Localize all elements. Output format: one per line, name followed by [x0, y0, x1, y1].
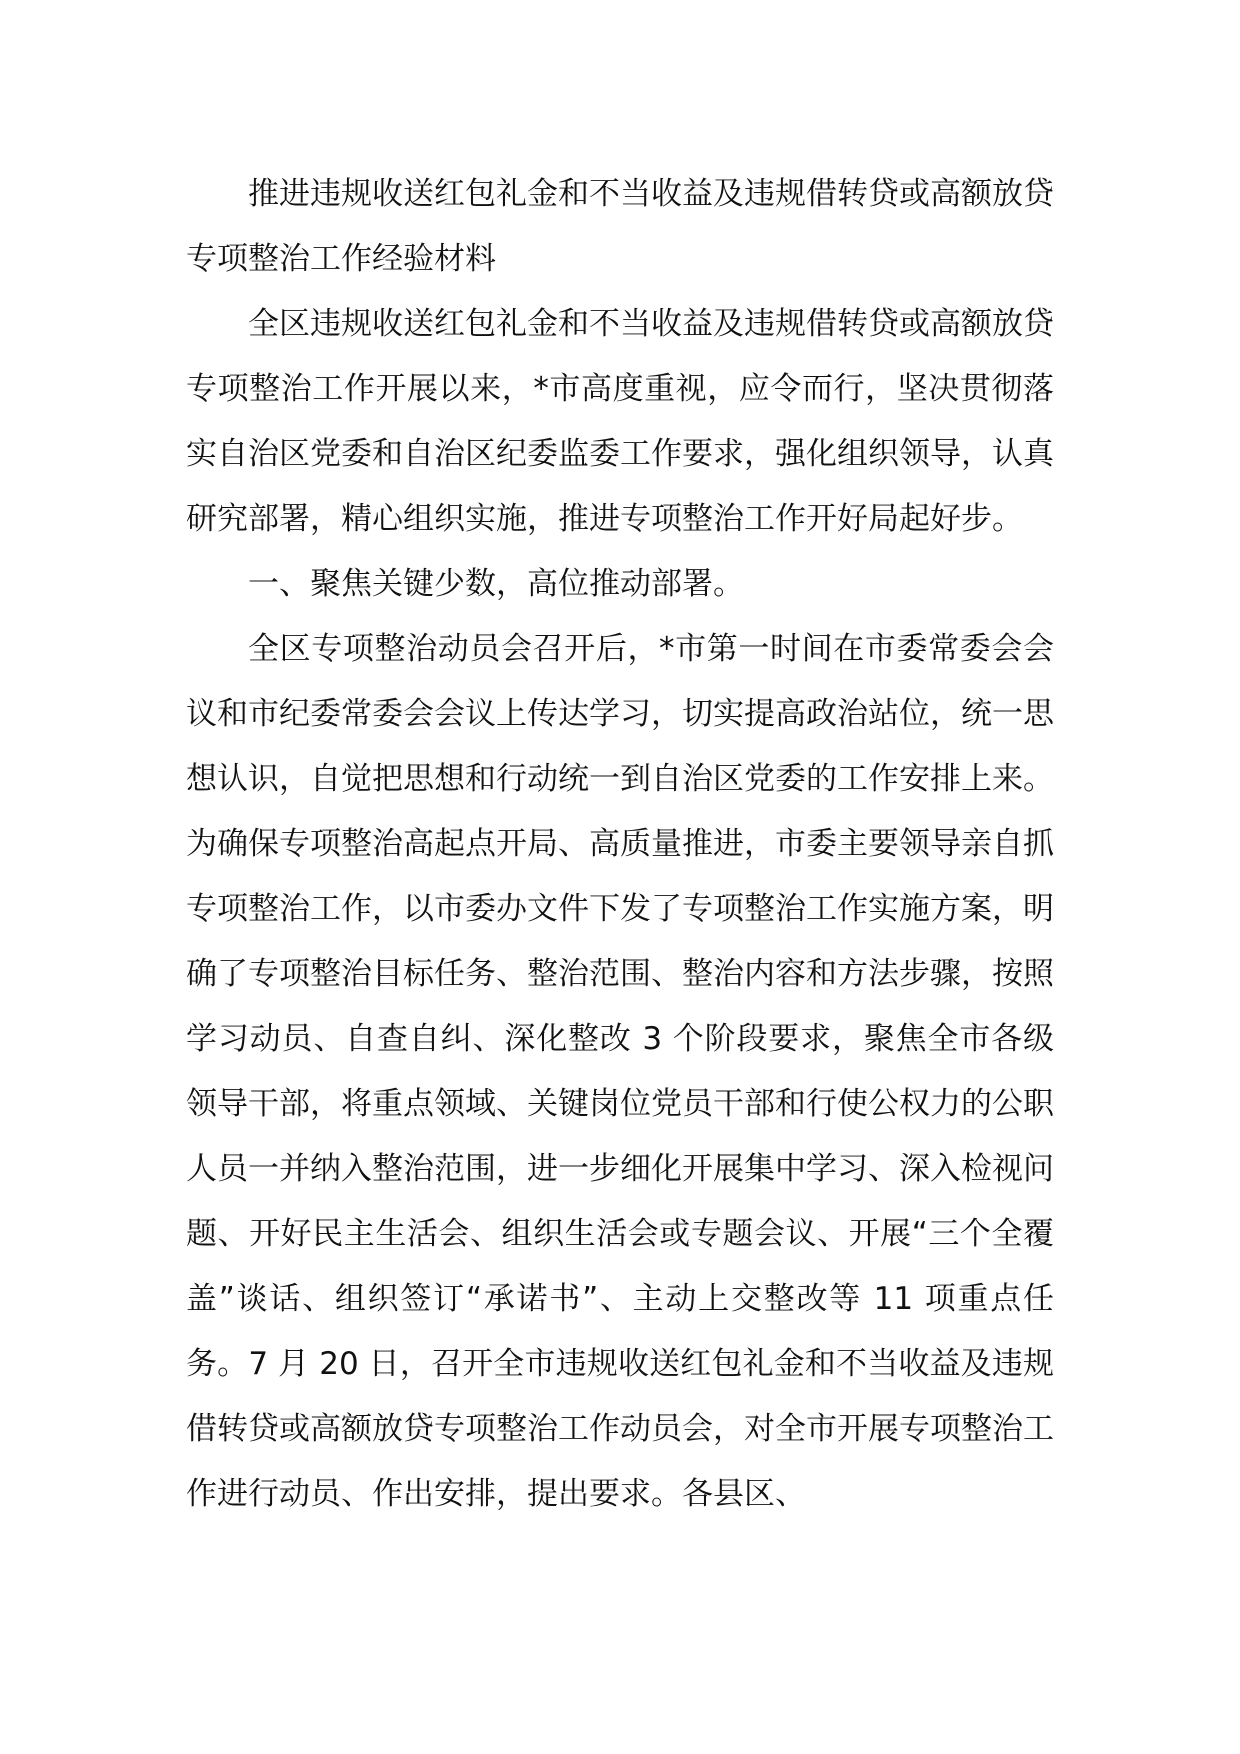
body-paragraph: 全区专项整治动员会召开后，*市第一时间在市委常委会会议和市纪委常委会会议上传达学习，切实提高政治站位，统一思想认识，自觉把思想和行动统一到自治区党委的工作安排上来。为确保专项整治高起点开局、高质量推进，市委主要领导亲自抓专项整治工作，以市委办文件下发了专项整治工作实施方案，明确了专项整治目标任务、整治范围、整治内容和方法步骤，按照学习动员、自查自纠、深化整改 3 个阶段要求，聚焦全市各级领导干部，将重点领域、关键岗位党员干部和行使公权力的公职人员一并纳入整治范围，进一步细化开展集中学习、深入检视问题、开好民主生活会、组织生活会或专题会议、开展“三个全覆盖”谈话、组织签订“承诺书”、主动上交整改等 11 项重点任务。7 月 20 日，召开全市违规收送红包礼金和不当收益及违规借转贷或高额放贷专项整治工作动员会，对全市开展专项整治工作进行动员、作出安排，提出要求。各县区、 — [186, 631, 1054, 1512]
document-body — [186, 162, 1054, 1527]
intro-paragraph: 全区违规收送红包礼金和不当收益及违规借转贷或高额放贷专项整治工作开展以来，*市高度重视，应令而行，坚决贯彻落实自治区党委和自治区纪委监委工作要求，强化组织领导，认真研究部署，精心组织实施，推进专项整治工作开好局起好步。 — [186, 306, 1054, 537]
document-title: 推进违规收送红包礼金和不当收益及违规借转贷或高额放贷专项整治工作经验材料 — [186, 176, 1054, 277]
section-heading: 一、聚焦关键少数，高位推动部署。 — [248, 566, 744, 602]
